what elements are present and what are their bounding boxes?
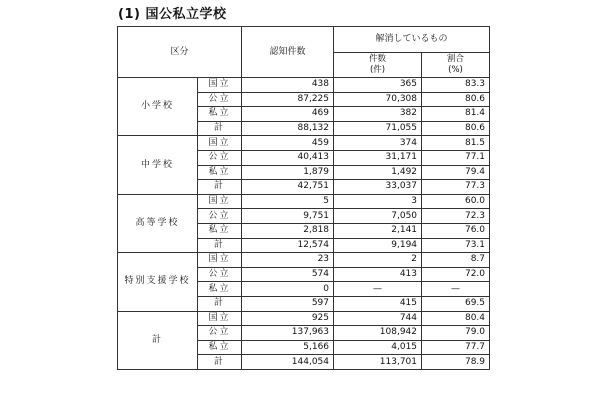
ninchi-cell: 925	[242, 311, 334, 326]
kensu-cell: 70,308	[334, 92, 422, 107]
kensu-cell: 113,701	[334, 355, 422, 370]
kensu-cell: 382	[334, 107, 422, 122]
school-type-cell: 計	[198, 296, 242, 311]
kensu-cell: 3	[334, 194, 422, 209]
ninchi-cell: 88,132	[242, 121, 334, 136]
kensu-cell: 33,037	[334, 180, 422, 195]
school-type-cell: 公立	[198, 267, 242, 282]
wariai-cell: 60.0	[422, 194, 490, 209]
school-type-cell: 公立	[198, 326, 242, 341]
school-type-cell: 公立	[198, 209, 242, 224]
bullying-statistics-table	[117, 26, 490, 370]
kensu-cell: 4,015	[334, 340, 422, 355]
wariai-cell: 77.1	[422, 150, 490, 165]
group-label: 高等学校	[118, 194, 198, 252]
school-type-cell: 国立	[198, 194, 242, 209]
wariai-cell: 77.7	[422, 340, 490, 355]
wariai-cell: 72.0	[422, 267, 490, 282]
header-wariai	[422, 53, 490, 78]
wariai-cell: 83.3	[422, 78, 490, 93]
school-type-cell: 国立	[198, 253, 242, 268]
wariai-cell: 81.5	[422, 136, 490, 151]
table-row	[118, 136, 490, 151]
school-type-cell: 計	[198, 180, 242, 195]
ninchi-cell: 597	[242, 296, 334, 311]
wariai-cell: 80.4	[422, 311, 490, 326]
group-label: 特別支援学校	[118, 253, 198, 311]
ninchi-cell: 9,751	[242, 209, 334, 224]
kensu-cell: 365	[334, 78, 422, 93]
header-row	[118, 27, 490, 53]
kensu-cell: 374	[334, 136, 422, 151]
ninchi-cell: 5,166	[242, 340, 334, 355]
wariai-cell: 8.7	[422, 253, 490, 268]
ninchi-cell: 40,413	[242, 150, 334, 165]
school-type-cell: 私立	[198, 223, 242, 238]
kensu-cell: 7,050	[334, 209, 422, 224]
wariai-cell: 79.4	[422, 165, 490, 180]
kensu-cell: 108,942	[334, 326, 422, 341]
wariai-cell: —	[422, 282, 490, 297]
ninchi-cell: 42,751	[242, 180, 334, 195]
table-row	[118, 194, 490, 209]
kensu-cell: 413	[334, 267, 422, 282]
kensu-cell: 71,055	[334, 121, 422, 136]
header-kensu-unit: (件)	[369, 65, 386, 75]
ninchi-cell: 2,818	[242, 223, 334, 238]
ninchi-cell: 574	[242, 267, 334, 282]
ninchi-cell: 23	[242, 253, 334, 268]
school-type-cell: 国立	[198, 311, 242, 326]
wariai-cell: 76.0	[422, 223, 490, 238]
wariai-cell: 79.0	[422, 326, 490, 341]
ninchi-cell: 144,054	[242, 355, 334, 370]
school-type-cell: 私立	[198, 282, 242, 297]
ninchi-cell: 438	[242, 78, 334, 93]
header-kensu	[334, 53, 422, 78]
section-heading: (1) 国公私立学校	[118, 7, 227, 22]
ninchi-cell: 12,574	[242, 238, 334, 253]
wariai-cell: 78.9	[422, 355, 490, 370]
group-label: 中学校	[118, 136, 198, 194]
ninchi-cell: 0	[242, 282, 334, 297]
wariai-cell: 73.1	[422, 238, 490, 253]
kensu-cell: 2,141	[334, 223, 422, 238]
ninchi-cell: 1,879	[242, 165, 334, 180]
header-kensu-label: 件数	[369, 54, 387, 64]
wariai-cell: 80.6	[422, 92, 490, 107]
header-kaisho: 解消しているもの	[334, 27, 490, 53]
school-type-cell: 私立	[198, 165, 242, 180]
ninchi-cell: 5	[242, 194, 334, 209]
wariai-cell: 81.4	[422, 107, 490, 122]
ninchi-cell: 469	[242, 107, 334, 122]
school-type-cell: 国立	[198, 78, 242, 93]
header-wariai-label: 割合	[447, 54, 465, 64]
group-label: 小学校	[118, 78, 198, 136]
table-row	[118, 311, 490, 326]
school-type-cell: 私立	[198, 107, 242, 122]
group-label: 計	[118, 311, 198, 369]
wariai-cell: 72.3	[422, 209, 490, 224]
school-type-cell: 計	[198, 238, 242, 253]
school-type-cell: 計	[198, 355, 242, 370]
school-type-cell: 計	[198, 121, 242, 136]
kensu-cell: —	[334, 282, 422, 297]
kensu-cell: 744	[334, 311, 422, 326]
wariai-cell: 80.6	[422, 121, 490, 136]
table-row	[118, 253, 490, 268]
school-type-cell: 公立	[198, 92, 242, 107]
ninchi-cell: 137,963	[242, 326, 334, 341]
ninchi-cell: 459	[242, 136, 334, 151]
header-kubun: 区分	[118, 27, 242, 78]
ninchi-cell: 87,225	[242, 92, 334, 107]
table-row	[118, 78, 490, 93]
school-type-cell: 私立	[198, 340, 242, 355]
kensu-cell: 415	[334, 296, 422, 311]
kensu-cell: 2	[334, 253, 422, 268]
wariai-cell: 69.5	[422, 296, 490, 311]
kensu-cell: 9,194	[334, 238, 422, 253]
header-wariai-unit: (%)	[448, 65, 463, 75]
school-type-cell: 国立	[198, 136, 242, 151]
kensu-cell: 31,171	[334, 150, 422, 165]
kensu-cell: 1,492	[334, 165, 422, 180]
school-type-cell: 公立	[198, 150, 242, 165]
wariai-cell: 77.3	[422, 180, 490, 195]
header-ninchi: 認知件数	[242, 27, 334, 78]
